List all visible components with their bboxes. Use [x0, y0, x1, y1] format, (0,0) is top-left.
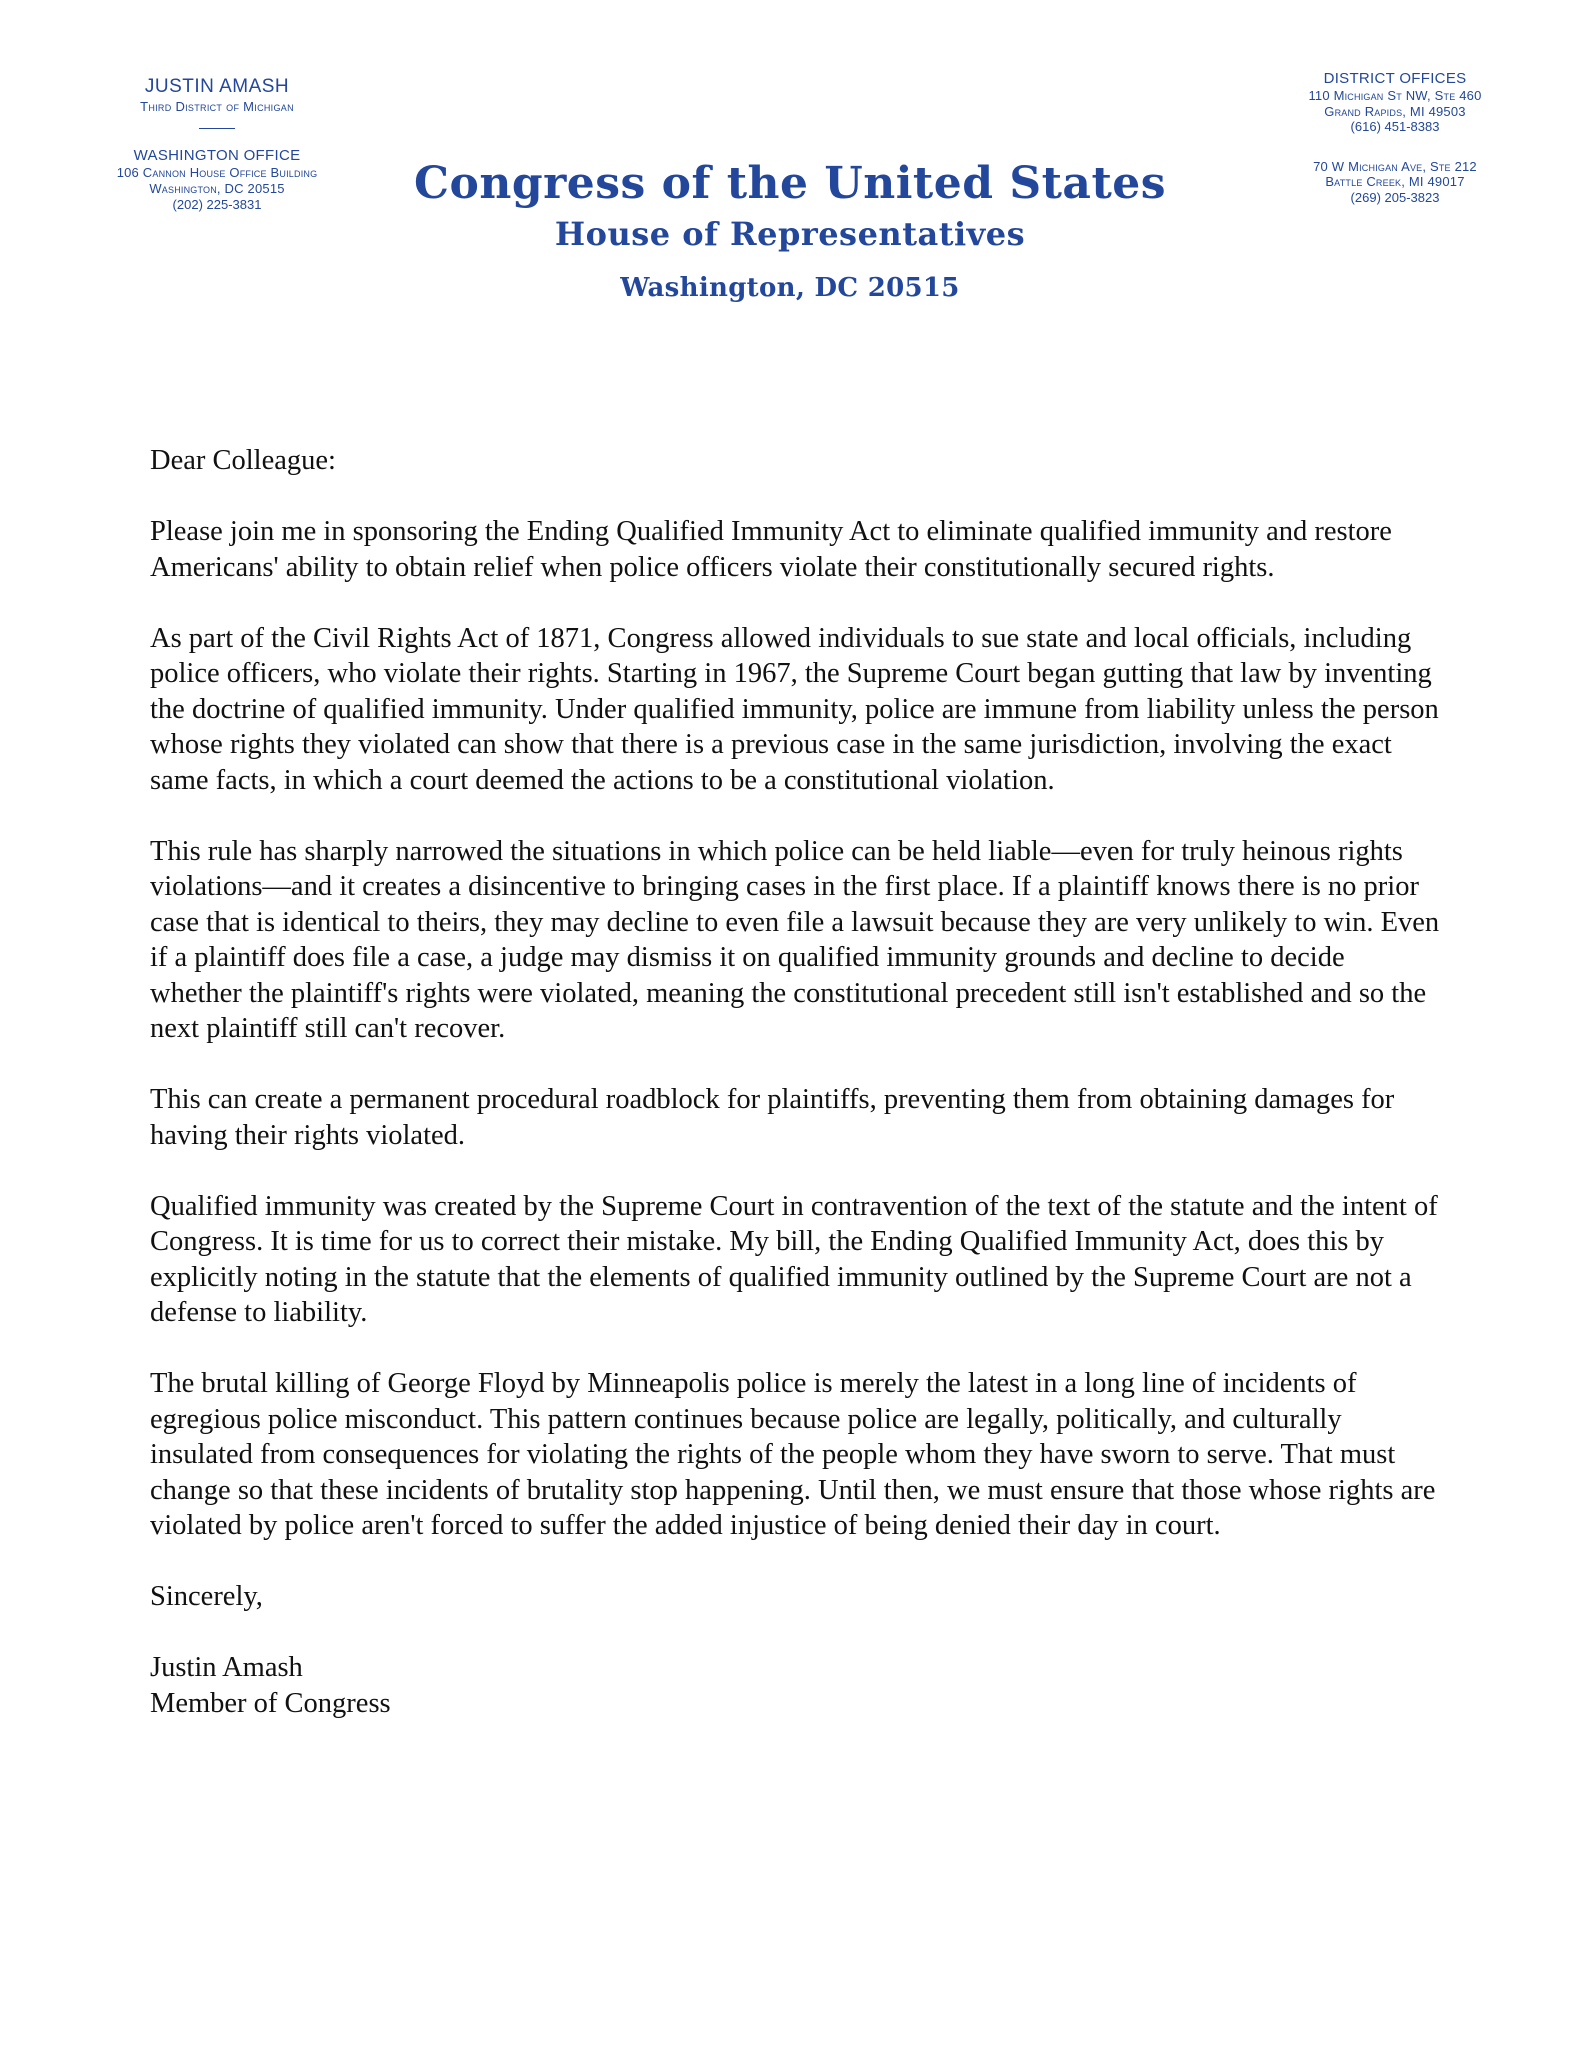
paragraph-1: Please join me in sponsoring the Ending Qualified Immunity Act to eliminate qualified immunity and restore Americans' ability to obtain relief when police officers violate their constitutionally secured rights.	[150, 516, 1392, 583]
battle-creek-phone: (269) 205-3823	[1350, 189, 1440, 205]
washington-office-address-line2: Washington, DC 20515	[149, 180, 285, 196]
paragraph-6: The brutal killing of George Floyd by Minneapolis police is merely the latest in a long line of incidents of egregious police misconduct. This pattern continues because police are legally, politically, and culturally insulated from consequences for violating the rights of the people whom they have sworn to serve. That must change so that these incidents of brutality stop happening. Until then, we must ensure that those whose rights are violated by police aren't forced to suffer the added injustice of being denied their day in court.	[150, 1368, 1436, 1541]
washington-office-address-line1: 106 Cannon House Office Building	[116, 165, 318, 181]
paragraph-3: This rule has sharply narrowed the situations in which police can be held liable—even for truly heinous rights violations—and it creates a disincentive to bringing cases in the first place. If a plaintiff knows there is no prior case that is identical to theirs, they may decline to even file a lawsuit because they are very unlikely to win. Even if a plaintiff does file a case, a judge may dismiss it on qualified immunity grounds and decline to decide whether the plaintiff's rights were violated, meaning the constitutional precedent still isn't established and so the next plaintiff still can't recover.	[150, 835, 1440, 1044]
battle-creek-address-line2: Battle Creek, MI 49017	[1325, 174, 1465, 190]
battle-creek-address-line1: 70 W Michigan Ave, Ste 212	[1313, 158, 1477, 174]
grand-rapids-address-line1: 110 Michigan St NW, Ste 460	[1308, 88, 1482, 103]
letterhead-right	[1270, 70, 1520, 206]
washington-office-phone: (202) 225-3831	[172, 196, 262, 212]
salutation: Dear Colleague:	[150, 445, 336, 476]
letterhead-congress-title: Congress of the United States	[413, 158, 1167, 209]
signer-title: Member of Congress	[150, 1687, 391, 1719]
grand-rapids-address-line2: Grand Rapids, MI 49503	[1324, 103, 1466, 119]
letter-body	[150, 443, 1440, 1721]
letterhead-left	[72, 76, 362, 212]
office-spacer	[1270, 135, 1520, 159]
letterhead-center	[390, 160, 1190, 306]
washington-office-title: WASHINGTON OFFICE	[133, 147, 301, 165]
member-district: Third District of Michigan	[140, 98, 294, 114]
letterhead-divider	[199, 128, 235, 129]
letterhead-city: Washington, DC 20515	[620, 272, 960, 303]
signer-name: Justin Amash	[150, 1652, 303, 1683]
member-name: JUSTIN AMASH	[144, 76, 290, 97]
paragraph-5: Qualified immunity was created by the Supreme Court in contravention of the text of the statute and the intent of Congress. It is time for us to correct their mistake. My bill, the Ending Qualified Immunity Act, does this by explicitly noting in the statute that the elements of qualified immunity outlined by the Supreme Court are not a defense to liability.	[150, 1190, 1438, 1328]
paragraph-2: As part of the Civil Rights Act of 1871, Congress allowed individuals to sue state and local officials, including police officers, who violate their rights. Starting in 1967, the Supreme Court began gutting that law by inventing the doctrine of qualified immunity. Under qualified immunity, police are immune from liability unless the person whose rights they violated can show that there is a previous case in the same jurisdiction, involving the exact same facts, in which a court deemed the actions to be a constitutional violation.	[150, 622, 1439, 796]
paragraph-4: This can create a permanent procedural roadblock for plaintiffs, preventing them from obtaining damages for having their rights violated.	[150, 1084, 1395, 1151]
grand-rapids-phone: (616) 451-8383	[1350, 119, 1440, 135]
district-offices-title: DISTRICT OFFICES	[1323, 70, 1467, 87]
closing: Sincerely,	[150, 1581, 263, 1612]
letterhead-house-title: House of Representatives	[554, 215, 1026, 254]
